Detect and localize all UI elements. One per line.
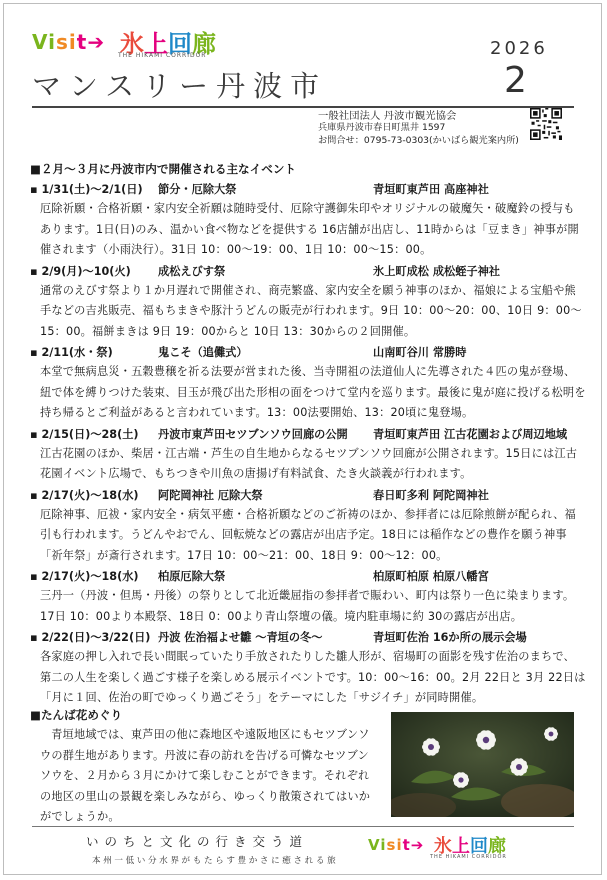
event-name: 阿陀岡神社 厄除大祭: [158, 488, 263, 502]
event-description: 各家庭の押し入れで長い間眠っていたり手放されたりした雛人形が、宿場町の面影を残す佐治のまちで、第二の人生を楽しく過ごす様子を楽しめる展示イベントです。10：00～16：00。2月 22日と 3月 22日は「月に１回、佐治の町でゆっくり過ごそう」をテーマにした「サジイチ」が同時開催。: [40, 650, 586, 704]
event-place: 青垣町東芦田 江古花園および周辺地域: [373, 427, 568, 441]
event-item: [30, 628, 586, 709]
footer-arrow-icon: ➔: [410, 836, 425, 854]
logo-subtitle: THE HIKAMI CORRIDOR: [118, 52, 207, 59]
organization-contact: お問合せ：0795-73-0303(かいばら観光案内所): [318, 134, 519, 146]
event-place: 山南町谷川 常勝時: [373, 346, 467, 359]
event-header: [30, 628, 586, 647]
event-name: 柏原厄除大祭: [158, 570, 226, 583]
event-date: ▪ 2/9(月)～10(火): [30, 264, 131, 278]
organization-name: 一般社団法人 丹波市観光協会: [318, 110, 457, 122]
event-item: [30, 567, 586, 627]
event-name: 鬼こそ（追儺式）: [158, 346, 248, 359]
footer-logo-visit: [368, 836, 424, 854]
footer-logo-subtitle: THE HIKAMI CORRIDOR: [430, 854, 507, 860]
event-name: 丹波 佐治福よせ雛 ～青垣の冬～: [158, 631, 323, 644]
event-date: ▪ 1/31(土)～2/1(日): [30, 183, 143, 196]
event-date: ▪ 2/17(火)～18(水): [30, 570, 139, 583]
event-item: [30, 425, 586, 485]
event-header: [30, 180, 586, 199]
event-item: [30, 343, 586, 424]
logo-visit-word: Visit: [32, 30, 88, 54]
event-date: ▪ 2/17(火)～18(水): [30, 488, 139, 502]
event-description: 江古花園のほか、柴居・江古端・芦生の自生地からなるセツブンソウ回廊が公開されます。15日には江古花園イベント広場で、もちつきや川魚の唐揚げ有料試食、たき火談義が行われます。: [40, 446, 578, 480]
events-list: [30, 180, 586, 710]
event-description: 本堂で無病息災・五穀豊穣を祈る法要が営まれた後、当寺開祖の法道仙人に先導された４匹の鬼が登場、紐で体を縛りつけた装束、目玉が飛び出た形相の面をつけて堂内を巡ります。最後に鬼が庭に投げる松明を持ち帰るとご利益があると言われています。13：00法要開始、13：20頃に鬼登場。: [40, 365, 586, 419]
footer-tagline: いのちと文化の行き交う道: [86, 834, 309, 849]
event-place: 柏原町柏原 柏原八幡宮: [373, 570, 489, 583]
qr-code-icon[interactable]: [530, 108, 562, 140]
event-description: 通常のえびす祭より１か月遅れで開催され、商売繁盛、家内安全を願う神事のほか、福娘による宝船や熊手などの吉兆販売、福もちまきや豚汁うどんの販売が行われます。9日 10：00～20：00、10日 9：00～15：00。福餅まきは 9日 19：00からと 10日 13：30からの２回開催。: [40, 283, 582, 338]
header-divider: [32, 106, 574, 108]
organization-address: 兵庫県丹波市春日町黒井 1597: [318, 122, 446, 134]
event-place: 青垣町東芦田 高座神社: [373, 183, 489, 196]
event-place: 青垣町佐治 16か所の展示会場: [373, 631, 527, 644]
event-header: [30, 262, 586, 281]
footer-divider: [32, 826, 574, 827]
setsubunso-flower-photo: [391, 712, 574, 817]
footer-logo-name: 氷上回廊: [434, 836, 506, 857]
issue-month: 2: [504, 60, 527, 101]
event-header: [30, 425, 586, 444]
footer-logo: [368, 832, 508, 868]
event-place: 春日町多利 阿陀岡神社: [373, 488, 489, 502]
organization-info: [318, 110, 519, 147]
events-heading: ■２月～３月に丹波市内で開催される主なイベント: [30, 162, 297, 176]
event-name: 節分・厄除大祭: [158, 183, 237, 196]
event-item: [30, 486, 586, 567]
logo-name-text: 氷上回廊: [120, 30, 216, 58]
issue-year: 2026: [490, 38, 548, 59]
event-description: 三丹一（丹波・但馬・丹後）の祭りとして北近畿屈指の参拝者で賑わい、町内は祭り一色に染まります。17日 10：00より本殿祭、18日 0：00より青山祭壇の儀。境内駐車場に約 30の露店が出店。: [40, 589, 575, 623]
logo-arrow-icon: ➔: [87, 30, 106, 54]
event-date: ▪ 2/15(日)～28(土): [30, 427, 139, 441]
event-header: [30, 567, 586, 586]
event-date: ▪ 2/11(水・祭): [30, 346, 113, 359]
event-header: [30, 343, 586, 362]
event-item: [30, 180, 586, 261]
hana-body: 青垣地域では、東芦田の他に森地区や遠阪地区にもセツブンソウの群生地があります。丹波に春の訪れを告げる可憐なセツブンソウを、２月から３月にかけて楽しむことができます。それぞれの地区の里山の景観を楽しみながら、ゆっくり散策されてはいかがでしょうか。: [40, 728, 371, 823]
logo-visit-text: [32, 30, 105, 54]
event-item: [30, 262, 586, 343]
event-description: 厄除神事、厄祓・家内安全・病気平癒・合格祈願などのご祈祷のほか、参拝者には厄除煎餅が配られ、福引も行われます。うどんやおでん、回転焼などの露店が出店予定。18日には稲作などの豊作を願う神事「祈年祭」が斎行されます。17日 10：00～21：00、18日 9：00～12：00。: [40, 507, 576, 562]
page-title: マンスリー丹波市: [32, 69, 328, 103]
event-place: 氷上町成松 成松蛭子神社: [373, 264, 500, 278]
event-description: 厄除祈願・合格祈願・家内安全祈願は随時受付、厄除守護御朱印やオリジナルの破魔矢・破魔鈴の授与もあります。1日(日)のみ、温かい食べ物などを提供する 16店舗が出店し、11時からは「豆まき」神事が開催されます（小雨決行）。31日 10：00～19：00、1日 10：00～15：00。: [40, 202, 579, 256]
hana-heading: ■たんば花めぐり: [30, 708, 123, 722]
event-name: 丹波市東芦田セツブンソウ回廊の公開: [158, 427, 348, 441]
footer-logo-visit-word: Visit: [368, 836, 411, 854]
event-date: ▪ 2/22(日)～3/22(日): [30, 631, 151, 644]
footer-subtagline: 本州一低い分水界がもたらす豊かさに癒される旅: [92, 856, 339, 866]
event-header: [30, 486, 586, 505]
event-name: 成松えびす祭: [158, 264, 226, 278]
